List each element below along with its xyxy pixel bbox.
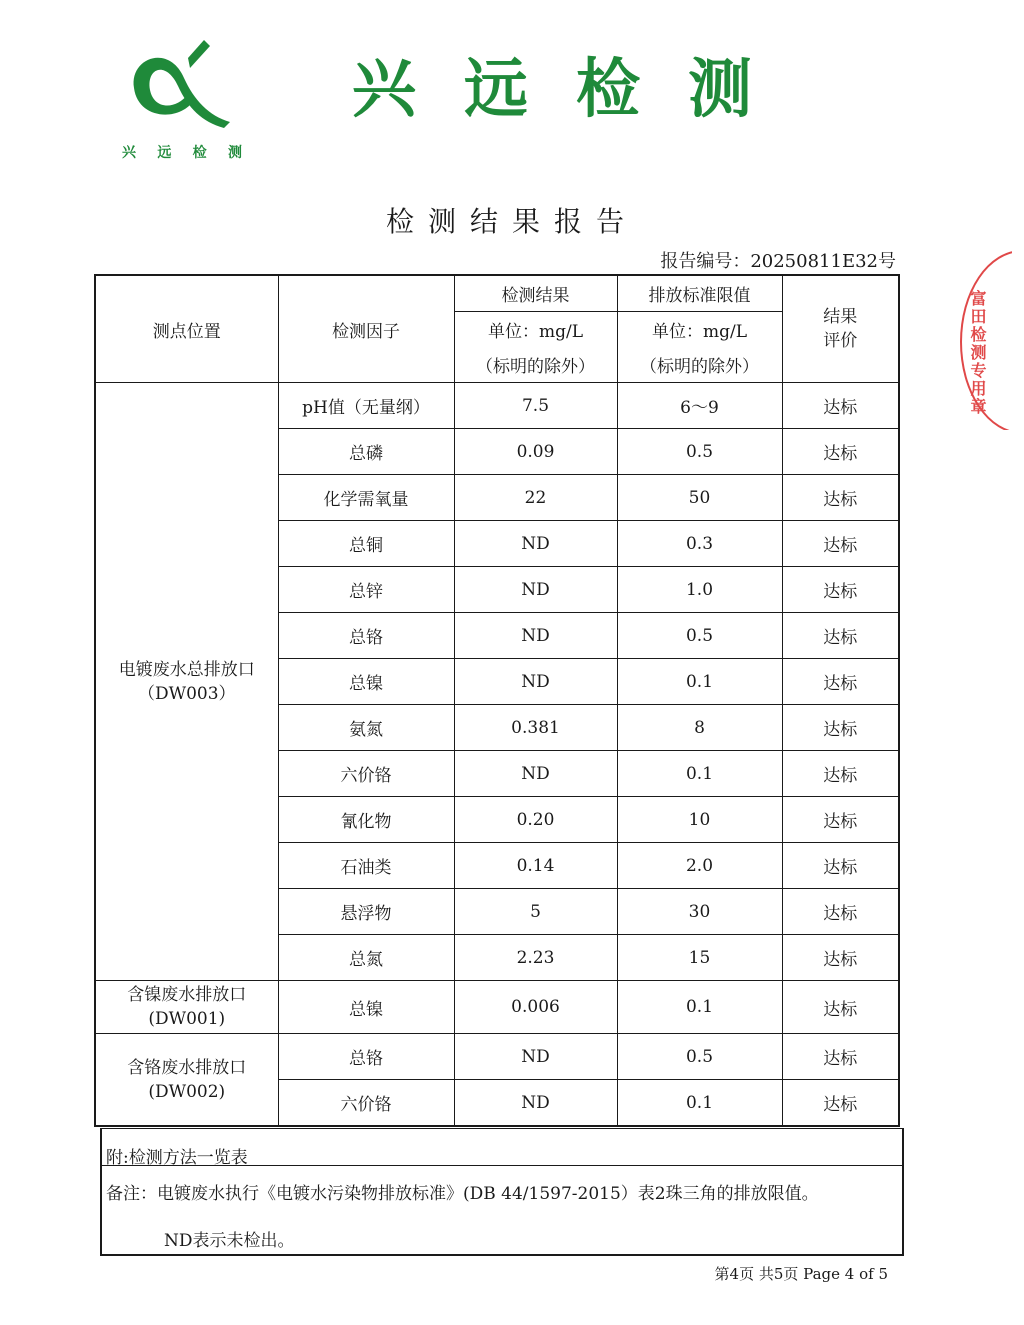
evaluation-cell: 达标 bbox=[782, 567, 899, 613]
limit-cell: 10 bbox=[617, 797, 782, 843]
factor-cell: 悬浮物 bbox=[278, 889, 454, 935]
result-cell: 0.381 bbox=[454, 705, 617, 751]
header-evaluation-label: 结果评价 bbox=[823, 307, 858, 351]
evaluation-cell: 达标 bbox=[782, 1080, 899, 1127]
header-evaluation bbox=[782, 275, 899, 383]
evaluation-cell: 达标 bbox=[782, 981, 899, 1034]
result-cell: 0.006 bbox=[454, 981, 617, 1034]
location-name: 含镍废水排放口 bbox=[127, 985, 247, 1005]
header-result-note: （标明的除外） bbox=[454, 347, 617, 383]
header-location: 测点位置 bbox=[95, 275, 278, 383]
location-cell bbox=[95, 1034, 278, 1127]
location-cell bbox=[95, 981, 278, 1034]
notes-divider bbox=[102, 1165, 902, 1166]
result-cell: 0.09 bbox=[454, 429, 617, 475]
evaluation-cell: 达标 bbox=[782, 705, 899, 751]
logo-char: 远 bbox=[157, 145, 172, 161]
result-cell: ND bbox=[454, 613, 617, 659]
factor-cell: 氰化物 bbox=[278, 797, 454, 843]
logo-char: 兴 bbox=[122, 145, 136, 161]
result-cell: 0.14 bbox=[454, 843, 617, 889]
evaluation-cell: 达标 bbox=[782, 1034, 899, 1080]
table-row bbox=[95, 383, 899, 429]
limit-cell: 0.5 bbox=[617, 1034, 782, 1080]
factor-cell: 总镍 bbox=[278, 981, 454, 1034]
limit-cell: 2.0 bbox=[617, 843, 782, 889]
result-cell: ND bbox=[454, 1034, 617, 1080]
location-name: 电镀废水总排放口 bbox=[118, 659, 255, 680]
evaluation-cell: 达标 bbox=[782, 935, 899, 981]
limit-cell: 0.1 bbox=[617, 659, 782, 705]
limit-cell: 50 bbox=[617, 475, 782, 521]
official-stamp bbox=[952, 250, 1012, 430]
factor-cell: 化学需氧量 bbox=[278, 475, 454, 521]
stamp-text: 富田检测专用章 bbox=[968, 290, 987, 416]
location-code: (DW002) bbox=[148, 1081, 226, 1102]
factor-cell: 总铬 bbox=[278, 613, 454, 659]
location-code: (DW001) bbox=[148, 1009, 226, 1029]
result-cell: ND bbox=[454, 521, 617, 567]
header-limit-unit: 单位：mg/L bbox=[617, 312, 782, 348]
result-cell: 5 bbox=[454, 889, 617, 935]
factor-cell: 氨氮 bbox=[278, 705, 454, 751]
factor-cell: 六价铬 bbox=[278, 751, 454, 797]
document-title: 检测结果报告 bbox=[385, 205, 638, 238]
location-cell bbox=[95, 383, 278, 981]
brand-char: 远 bbox=[464, 52, 528, 127]
result-cell: ND bbox=[454, 751, 617, 797]
appendix-label: 附:检测方法一览表 bbox=[106, 1148, 248, 1168]
logo-char: 测 bbox=[227, 145, 242, 161]
limit-cell: 0.1 bbox=[617, 981, 782, 1034]
limit-cell: 0.1 bbox=[617, 751, 782, 797]
evaluation-cell: 达标 bbox=[782, 659, 899, 705]
evaluation-cell: 达标 bbox=[782, 843, 899, 889]
location-code: （DW003） bbox=[137, 683, 236, 704]
header-limit: 排放标准限值 bbox=[617, 275, 782, 312]
limit-cell: 0.5 bbox=[617, 613, 782, 659]
factor-cell: 六价铬 bbox=[278, 1080, 454, 1127]
evaluation-cell: 达标 bbox=[782, 383, 899, 429]
location-name: 含铬废水排放口 bbox=[127, 1057, 247, 1078]
evaluation-cell: 达标 bbox=[782, 429, 899, 475]
table-row bbox=[95, 1034, 899, 1080]
brand-name bbox=[352, 52, 752, 127]
results-table bbox=[94, 274, 900, 1127]
evaluation-cell: 达标 bbox=[782, 613, 899, 659]
factor-cell: 总铜 bbox=[278, 521, 454, 567]
factor-cell: pH值（无量纲） bbox=[278, 383, 454, 429]
result-cell: 7.5 bbox=[454, 383, 617, 429]
remark-text: 备注：电镀废水执行《电镀水污染物排放标准》(DB 44/1597-2015）表2珠三角的排放限值。 bbox=[106, 1184, 819, 1204]
evaluation-cell: 达标 bbox=[782, 889, 899, 935]
table-row bbox=[95, 981, 899, 1034]
factor-cell: 总磷 bbox=[278, 429, 454, 475]
evaluation-cell: 达标 bbox=[782, 475, 899, 521]
header-row bbox=[95, 275, 899, 312]
limit-cell: 0.5 bbox=[617, 429, 782, 475]
limit-cell: 6～9 bbox=[617, 383, 782, 429]
nd-note: ND表示未检出。 bbox=[164, 1231, 295, 1251]
result-cell: ND bbox=[454, 659, 617, 705]
result-cell: ND bbox=[454, 1080, 617, 1127]
page-number: 第4页 共5页 Page 4 of 5 bbox=[714, 1265, 888, 1283]
limit-cell: 0.1 bbox=[617, 1080, 782, 1127]
header-result-unit: 单位：mg/L bbox=[454, 312, 617, 348]
brand-char: 检 bbox=[576, 52, 640, 127]
result-cell: 2.23 bbox=[454, 935, 617, 981]
factor-cell: 总锌 bbox=[278, 567, 454, 613]
factor-cell: 总镍 bbox=[278, 659, 454, 705]
notes-box bbox=[100, 1128, 904, 1256]
factor-cell: 石油类 bbox=[278, 843, 454, 889]
brand-char: 兴 bbox=[352, 52, 416, 127]
header-limit-note: （标明的除外） bbox=[617, 347, 782, 383]
factor-cell: 总氮 bbox=[278, 935, 454, 981]
company-logo bbox=[124, 38, 236, 130]
header-factor: 检测因子 bbox=[278, 275, 454, 383]
result-cell: ND bbox=[454, 567, 617, 613]
logo-char: 检 bbox=[192, 145, 207, 161]
evaluation-cell: 达标 bbox=[782, 751, 899, 797]
limit-cell: 30 bbox=[617, 889, 782, 935]
limit-cell: 15 bbox=[617, 935, 782, 981]
limit-cell: 0.3 bbox=[617, 521, 782, 567]
logo-caption bbox=[122, 142, 242, 162]
result-cell: 0.20 bbox=[454, 797, 617, 843]
report-number: 报告编号：20250811E32号 bbox=[660, 251, 896, 272]
brand-char: 测 bbox=[688, 52, 752, 127]
evaluation-cell: 达标 bbox=[782, 797, 899, 843]
limit-cell: 8 bbox=[617, 705, 782, 751]
evaluation-cell: 达标 bbox=[782, 521, 899, 567]
limit-cell: 1.0 bbox=[617, 567, 782, 613]
factor-cell: 总铬 bbox=[278, 1034, 454, 1080]
result-cell: 22 bbox=[454, 475, 617, 521]
header-result: 检测结果 bbox=[454, 275, 617, 312]
